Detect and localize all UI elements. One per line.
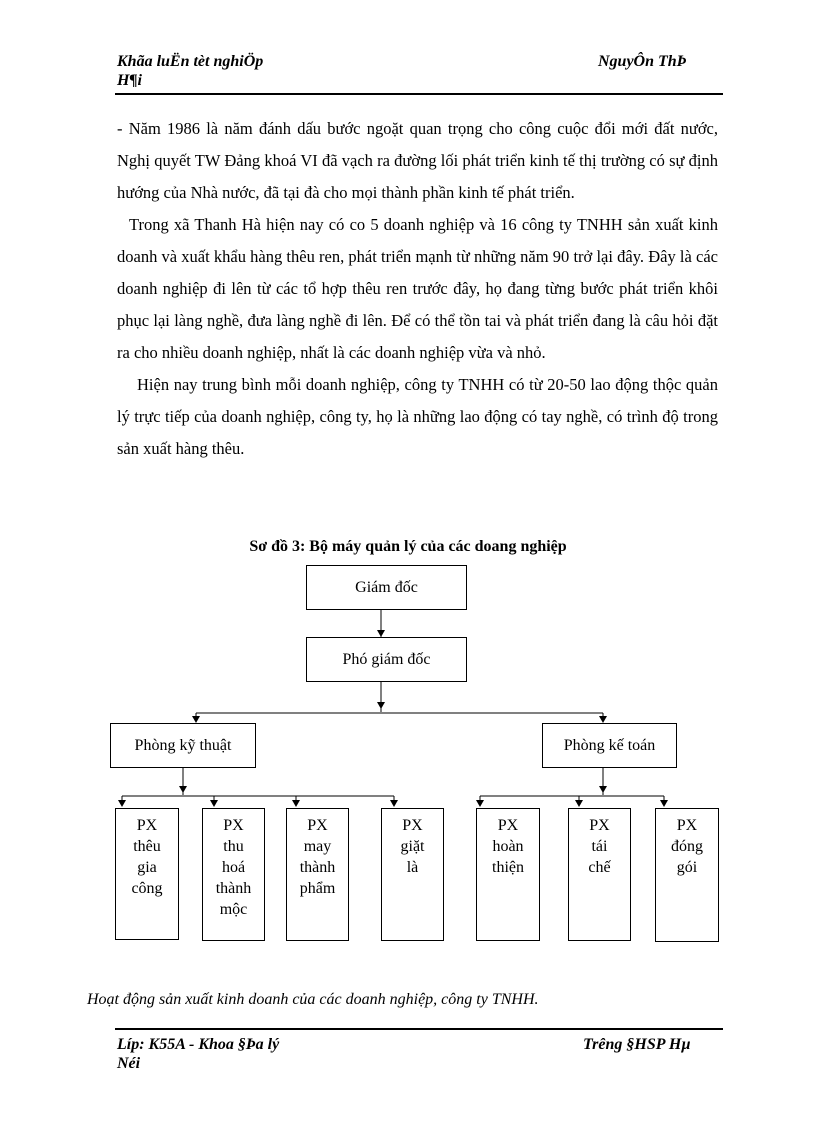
workshop-packaging-label: PX đóng gói bbox=[671, 817, 703, 876]
header-left-line2: H¶i bbox=[117, 72, 142, 89]
paragraph-2: Trong xã Thanh Hà hiện nay có co 5 doanh nghiệp và 16 công ty TNHH sản xuất kinh doanh và xuất khẩu hàng thêu ren, phát triển mạnh từ những năm 90 trở lại đây. Đây là các doanh nghiệp đi lên từ các tổ hợp thêu ren trước đây, họ đang từng bước phát triển khôi phục lại làng nghề, đưa làng nghề đi lên. Để có thể tồn tai và phát triển đang là câu hỏi đặt ra cho nhiều doanh nghiệp, nhất là các doanh nghiệp vừa và nhỏ. bbox=[117, 215, 718, 362]
workshop-sewing-box bbox=[286, 808, 349, 941]
footer-rule bbox=[115, 1028, 723, 1030]
director-label: Giám đốc bbox=[355, 579, 418, 596]
workshop-semi-finished-label: PX thu hoá thành mộc bbox=[215, 817, 252, 918]
workshop-recycling-label: PX tái chế bbox=[588, 817, 611, 876]
workshop-embroidery-box bbox=[115, 808, 179, 940]
workshop-packaging-box bbox=[655, 808, 719, 942]
director-box bbox=[306, 565, 467, 610]
header-right: NguyÔn ThÞ bbox=[598, 53, 687, 70]
technical-dept-label: Phòng kỹ thuật bbox=[134, 737, 232, 754]
footer-right: Trêng §HSP Hµ bbox=[583, 1036, 691, 1053]
deputy-director-box bbox=[306, 637, 467, 682]
footer-left bbox=[117, 1035, 279, 1073]
workshop-recycling-box bbox=[568, 808, 631, 941]
footer-left-line1: Líp: K55A - Khoa §Þa lý bbox=[117, 1036, 280, 1053]
accounting-dept-label: Phòng kế toán bbox=[563, 737, 656, 754]
footnote: Hoạt động sản xuất kinh doanh của các doanh nghiệp, công ty TNHH. bbox=[87, 991, 539, 1008]
workshop-embroidery-label: PX thêu gia công bbox=[131, 817, 163, 897]
diagram-caption: Sơ đồ 3: Bộ máy quản lý của các doang nghiệp bbox=[249, 538, 567, 555]
accounting-dept-box bbox=[542, 723, 677, 768]
footer-left-line2: Néi bbox=[117, 1055, 141, 1072]
workshop-laundry-box bbox=[381, 808, 444, 941]
paragraph-3: Hiện nay trung bình mỗi doanh nghiệp, công ty TNHH có từ 20-50 lao động thộc quản lý trực tiếp của doanh nghiệp, công ty, họ là những lao động có tay nghề, có trình độ trong sản xuất hàng thêu. bbox=[117, 375, 718, 458]
technical-dept-box bbox=[110, 723, 256, 768]
workshop-finishing-label: PX hoàn thiện bbox=[492, 817, 524, 876]
workshop-laundry-label: PX giặt là bbox=[400, 817, 425, 876]
workshop-sewing-label: PX may thành phẩm bbox=[299, 817, 336, 897]
workshop-semi-finished-box bbox=[202, 808, 265, 941]
header-left-line1: Khãa luËn tèt nghiÖp bbox=[117, 53, 264, 70]
workshop-finishing-box bbox=[476, 808, 540, 941]
deputy-director-label: Phó giám đốc bbox=[342, 651, 431, 668]
paragraph-1: - Năm 1986 là năm đánh dấu bước ngoặt quan trọng cho công cuộc đổi mới đất nước, Nghị quyết TW Đảng khoá VI đã vạch ra đường lối phát triển kinh tế thị trường có sự định hướng của Nhà nước, đã tại đà cho mọi thành phần kinh tế phát triển. bbox=[117, 119, 718, 202]
